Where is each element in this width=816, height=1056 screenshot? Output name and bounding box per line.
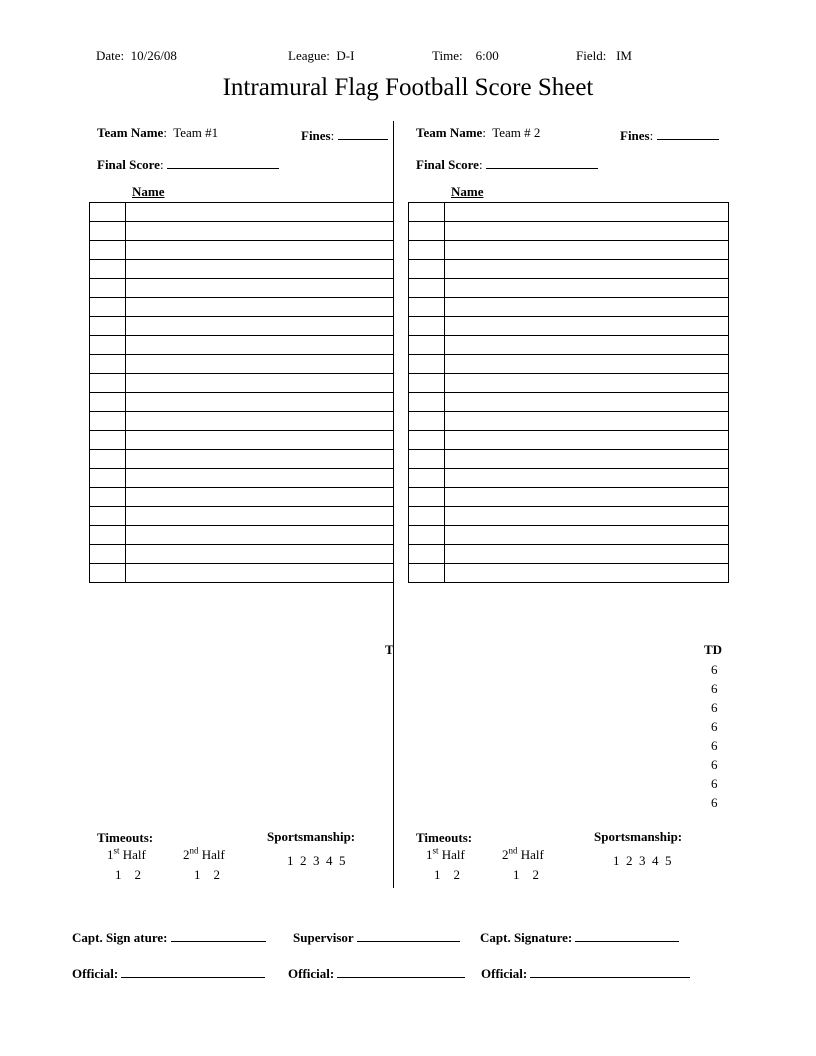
date-label: Date: (96, 48, 125, 63)
player-name-cell[interactable] (126, 526, 394, 545)
player-name-cell[interactable] (445, 279, 729, 298)
player-number-cell[interactable] (90, 469, 126, 488)
player-number-cell[interactable] (409, 431, 445, 450)
roster-row (409, 203, 729, 222)
roster-row (409, 545, 729, 564)
team2-final-score-blank[interactable] (486, 156, 598, 169)
column-divider (393, 121, 394, 888)
league-value: D-I (336, 48, 355, 63)
official-1-field (72, 965, 265, 982)
team1-roster-header: Name (132, 184, 165, 199)
team1-sportsmanship-scale[interactable]: 1 2 3 4 5 (287, 853, 346, 868)
roster-row (90, 260, 394, 279)
roster-row (90, 374, 394, 393)
roster-row (90, 222, 394, 241)
team1-second-half-num: 2 (183, 847, 190, 862)
roster-row (409, 298, 729, 317)
player-number-cell[interactable] (90, 241, 126, 260)
team1-final-score-blank[interactable] (167, 156, 279, 169)
team2-fines-field (620, 127, 719, 144)
team1-first-half-num: 1 (107, 847, 114, 862)
player-name-cell[interactable] (126, 507, 394, 526)
player-name-cell[interactable] (445, 507, 729, 526)
roster-row (409, 564, 729, 583)
date-field (96, 48, 177, 64)
capt-signature-2-label: Capt. Signature: (480, 930, 573, 945)
player-name-cell[interactable] (126, 374, 394, 393)
roster-row (90, 355, 394, 374)
player-name-cell[interactable] (126, 336, 394, 355)
team2-roster-header: Name (451, 184, 484, 199)
team1-final-score-field (97, 156, 279, 173)
player-number-cell[interactable] (90, 279, 126, 298)
roster-row (90, 545, 394, 564)
roster-row (90, 564, 394, 583)
roster-row (409, 393, 729, 412)
team1-second-half-values[interactable]: 1 2 (194, 867, 220, 882)
field-field (576, 48, 632, 64)
team2-second-half-word: Half (520, 847, 544, 862)
roster-row (409, 241, 729, 260)
team1-first-half-sup: st (113, 845, 120, 856)
roster-row (409, 431, 729, 450)
team2-second-half-values[interactable]: 1 2 (513, 867, 539, 882)
team2-fines-blank[interactable] (657, 127, 719, 140)
player-number-cell[interactable] (90, 317, 126, 336)
official-3-field (481, 965, 690, 982)
player-number-cell[interactable] (409, 279, 445, 298)
player-number-cell[interactable] (409, 526, 445, 545)
league-label: League: (288, 48, 330, 63)
time-field (432, 48, 499, 64)
team2-final-score-label: Final Score (416, 157, 479, 172)
roster-row (409, 526, 729, 545)
team2-td-value: 6 (711, 700, 718, 715)
team2-fines-colon: : (649, 128, 654, 143)
team2-first-half-values[interactable]: 1 2 (434, 867, 460, 882)
player-number-cell[interactable] (409, 412, 445, 431)
roster-row (90, 279, 394, 298)
player-number-cell[interactable] (409, 336, 445, 355)
player-number-cell[interactable] (90, 545, 126, 564)
player-name-cell[interactable] (126, 393, 394, 412)
player-name-cell[interactable] (445, 469, 729, 488)
player-name-cell[interactable] (445, 222, 729, 241)
player-name-cell[interactable] (126, 488, 394, 507)
team1-first-half-label (107, 847, 146, 863)
team1-name-value: Team #1 (173, 125, 219, 140)
player-number-cell[interactable] (90, 488, 126, 507)
team2-td-value: 6 (711, 662, 718, 677)
team2-td-value: 6 (711, 719, 718, 734)
team1-fines-colon: : (330, 128, 335, 143)
player-name-cell[interactable] (126, 279, 394, 298)
field-value: IM (616, 48, 632, 63)
team1-fines-blank[interactable] (338, 127, 388, 140)
player-name-cell[interactable] (445, 393, 729, 412)
team2-name-label: Team Name (416, 125, 483, 140)
player-number-cell[interactable] (90, 564, 126, 583)
player-number-cell[interactable] (409, 317, 445, 336)
official-2-field (288, 965, 465, 982)
roster-row (90, 317, 394, 336)
player-name-cell[interactable] (126, 298, 394, 317)
player-number-cell[interactable] (90, 374, 126, 393)
roster-row (409, 469, 729, 488)
player-name-cell[interactable] (445, 355, 729, 374)
player-name-cell[interactable] (445, 260, 729, 279)
player-number-cell[interactable] (90, 222, 126, 241)
roster-row (90, 507, 394, 526)
roster-row (409, 222, 729, 241)
team2-second-half-label (502, 847, 544, 863)
roster-row (409, 317, 729, 336)
player-name-cell[interactable] (445, 241, 729, 260)
player-number-cell[interactable] (90, 336, 126, 355)
roster-row (90, 526, 394, 545)
official-1-label: Official: (72, 966, 119, 981)
roster-row (409, 279, 729, 298)
player-name-cell[interactable] (126, 545, 394, 564)
team2-first-half-label (426, 847, 465, 863)
roster-row (90, 393, 394, 412)
roster-row (90, 241, 394, 260)
team1-name-colon: : (163, 125, 167, 140)
player-number-cell[interactable] (409, 355, 445, 374)
team1-first-half-word: Half (122, 847, 146, 862)
team2-td-header: TD (704, 642, 723, 657)
player-number-cell[interactable] (90, 355, 126, 374)
player-name-cell[interactable] (445, 203, 729, 222)
player-number-cell[interactable] (409, 393, 445, 412)
player-name-cell[interactable] (126, 564, 394, 583)
capt-signature-1-field (72, 929, 266, 946)
roster-row (90, 488, 394, 507)
team1-second-half-label (183, 847, 225, 863)
team1-roster-table (89, 202, 394, 583)
team1-final-score-label: Final Score (97, 157, 160, 172)
player-number-cell[interactable] (409, 374, 445, 393)
team2-final-score-colon: : (478, 157, 483, 172)
capt-signature-2-field (480, 929, 679, 946)
team2-first-half-sup: st (432, 845, 439, 856)
roster-row (90, 203, 394, 222)
capt-signature-2-blank[interactable] (575, 929, 679, 942)
supervisor-field (293, 929, 460, 946)
team2-td-value: 6 (711, 681, 718, 696)
player-name-cell[interactable] (126, 469, 394, 488)
date-value: 10/26/08 (130, 48, 177, 63)
player-number-cell[interactable] (409, 241, 445, 260)
league-field (288, 48, 354, 64)
player-name-cell[interactable] (445, 526, 729, 545)
player-name-cell[interactable] (445, 336, 729, 355)
team1-td-header: T (385, 642, 394, 657)
supervisor-label: Supervisor (293, 930, 354, 945)
roster-row (409, 260, 729, 279)
roster-row (90, 298, 394, 317)
player-name-cell[interactable] (445, 545, 729, 564)
player-number-cell[interactable] (90, 393, 126, 412)
team2-roster-table (408, 202, 729, 583)
team1-name-label: Team Name (97, 125, 164, 140)
team1-sportsmanship-label: Sportsmanship: (267, 829, 356, 844)
player-number-cell[interactable] (90, 412, 126, 431)
player-name-cell[interactable] (445, 564, 729, 583)
player-number-cell[interactable] (409, 298, 445, 317)
roster-row (409, 355, 729, 374)
player-name-cell[interactable] (445, 431, 729, 450)
roster-row (409, 336, 729, 355)
team2-final-score-field (416, 156, 598, 173)
team1-second-half-word: Half (201, 847, 225, 862)
player-number-cell[interactable] (90, 203, 126, 222)
team1-final-score-colon: : (159, 157, 164, 172)
player-number-cell[interactable] (409, 222, 445, 241)
player-name-cell[interactable] (445, 374, 729, 393)
player-number-cell[interactable] (409, 545, 445, 564)
team2-first-half-num: 1 (426, 847, 433, 862)
team2-td-value: 6 (711, 795, 718, 810)
page-title: Intramural Flag Football Score Sheet (222, 74, 594, 101)
player-number-cell[interactable] (90, 298, 126, 317)
player-name-cell[interactable] (126, 355, 394, 374)
team2-sportsmanship-scale[interactable]: 1 2 3 4 5 (613, 853, 672, 868)
roster-row (90, 469, 394, 488)
team1-name-field (97, 125, 218, 141)
player-number-cell[interactable] (409, 260, 445, 279)
roster-row (409, 412, 729, 431)
team2-first-half-word: Half (441, 847, 465, 862)
team1-first-half-values[interactable]: 1 2 (115, 867, 141, 882)
team2-name-colon: : (482, 125, 486, 140)
player-number-cell[interactable] (409, 507, 445, 526)
player-name-cell[interactable] (126, 317, 394, 336)
player-name-cell[interactable] (445, 488, 729, 507)
team1-timeouts-label: Timeouts: (97, 830, 154, 845)
time-label: Time: (432, 48, 463, 63)
roster-row (90, 431, 394, 450)
capt-signature-1-label: Capt. Sign ature: (72, 930, 168, 945)
player-name-cell[interactable] (445, 450, 729, 469)
team2-td-values (711, 660, 718, 812)
official-2-blank[interactable] (337, 965, 465, 978)
team2-td-value: 6 (711, 757, 718, 772)
team1-fines-label: Fines (301, 128, 331, 143)
team2-sportsmanship-label: Sportsmanship: (594, 829, 683, 844)
team1-second-half-sup: nd (189, 845, 199, 856)
team2-second-half-num: 2 (502, 847, 509, 862)
roster-row (409, 507, 729, 526)
team2-second-half-sup: nd (508, 845, 518, 856)
team2-timeouts-label: Timeouts: (416, 830, 473, 845)
official-2-label: Official: (288, 966, 335, 981)
player-name-cell[interactable] (445, 298, 729, 317)
roster-row (409, 488, 729, 507)
supervisor-blank[interactable] (357, 929, 460, 942)
roster-row (409, 374, 729, 393)
player-number-cell[interactable] (90, 450, 126, 469)
team2-name-value: Team # 2 (492, 125, 541, 140)
player-name-cell[interactable] (126, 222, 394, 241)
field-label: Field: (576, 48, 607, 63)
player-number-cell[interactable] (90, 431, 126, 450)
player-name-cell[interactable] (445, 412, 729, 431)
official-3-blank[interactable] (530, 965, 690, 978)
player-number-cell[interactable] (409, 450, 445, 469)
team2-td-value: 6 (711, 738, 718, 753)
player-name-cell[interactable] (126, 431, 394, 450)
player-name-cell[interactable] (126, 241, 394, 260)
player-number-cell[interactable] (409, 203, 445, 222)
player-number-cell[interactable] (90, 507, 126, 526)
player-name-cell[interactable] (445, 317, 729, 336)
roster-row (90, 450, 394, 469)
player-name-cell[interactable] (126, 450, 394, 469)
player-number-cell[interactable] (409, 488, 445, 507)
player-name-cell[interactable] (126, 203, 394, 222)
player-number-cell[interactable] (409, 469, 445, 488)
team2-td-value: 6 (711, 776, 718, 791)
team2-name-field (416, 125, 540, 141)
roster-row (90, 412, 394, 431)
capt-signature-1-blank[interactable] (171, 929, 266, 942)
player-number-cell[interactable] (90, 526, 126, 545)
time-value: 6:00 (475, 48, 499, 63)
team2-fines-label: Fines (620, 128, 650, 143)
team1-fines-field (301, 127, 388, 144)
roster-row (409, 450, 729, 469)
player-number-cell[interactable] (90, 260, 126, 279)
official-1-blank[interactable] (121, 965, 265, 978)
player-name-cell[interactable] (126, 260, 394, 279)
player-name-cell[interactable] (126, 412, 394, 431)
player-number-cell[interactable] (409, 564, 445, 583)
official-3-label: Official: (481, 966, 528, 981)
roster-row (90, 336, 394, 355)
